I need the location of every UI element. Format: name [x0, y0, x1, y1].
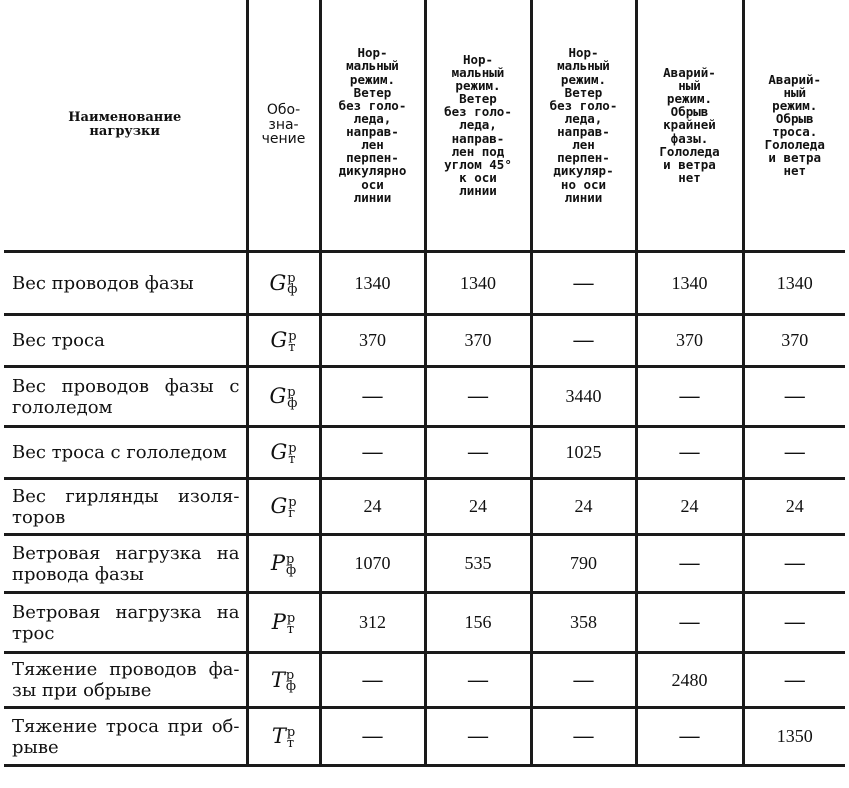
- header-mode-line: крайней: [663, 117, 716, 133]
- header-mode-line: ный: [678, 78, 701, 94]
- load-value: 1340: [743, 252, 845, 315]
- header-mode-line: без голо-: [549, 97, 618, 113]
- symbol-letter: G: [270, 440, 288, 465]
- symbol-superscript: р: [287, 271, 296, 287]
- header-mode-line: без голо-: [338, 97, 407, 113]
- load-value: 370: [743, 315, 845, 367]
- load-symbol: [247, 315, 320, 367]
- symbol-superscript: р: [288, 440, 297, 456]
- header-mode-line: направ-: [451, 130, 505, 146]
- symbol-superscript: р: [285, 668, 295, 684]
- header-mode-line: Нор-: [568, 45, 599, 61]
- load-value: —: [320, 367, 425, 427]
- symbol-subscript: ф: [287, 395, 298, 411]
- load-value: —: [743, 653, 845, 708]
- load-value: —: [425, 367, 531, 427]
- load-symbol: [247, 479, 320, 535]
- load-value: —: [320, 708, 425, 766]
- header-mode-line: мальный: [557, 58, 610, 74]
- load-name: Вес гирлянды изоляторов: [4, 479, 247, 535]
- symbol-letter: G: [270, 494, 288, 519]
- symbol-superscript: р: [287, 384, 296, 400]
- load-value: 24: [425, 479, 531, 535]
- load-value: —: [743, 535, 845, 593]
- header-mode-line: Аварий-: [663, 64, 716, 80]
- symbol-subscript: т: [288, 339, 296, 355]
- header-mode-line: режим.: [455, 78, 501, 94]
- header-symbol-line: зна-: [268, 116, 299, 133]
- load-value: —: [425, 653, 531, 708]
- load-value: 1340: [425, 252, 531, 315]
- load-name: Вес троса с гололедом: [4, 427, 247, 479]
- load-value: —: [531, 708, 636, 766]
- load-value: 358: [531, 593, 636, 653]
- header-name-line: Наименование: [68, 110, 182, 126]
- symbol-letter: T: [271, 724, 286, 749]
- header-mode-line: нет: [783, 163, 807, 179]
- load-name: Вес троса: [4, 315, 247, 367]
- header-mode-1: [320, 0, 425, 252]
- header-mode-line: мальный: [346, 58, 399, 74]
- load-value: —: [636, 708, 743, 766]
- header-mode-line: лен под: [451, 143, 505, 159]
- symbol-letter: T: [270, 667, 285, 692]
- table-row: [4, 252, 845, 315]
- symbol-letter: P: [270, 551, 285, 576]
- load-symbol: [247, 593, 320, 653]
- load-name: Ветровая нагрузка на провода фазы: [4, 535, 247, 593]
- header-mode-line: оси: [361, 176, 384, 192]
- header-mode-line: перпен-: [346, 150, 399, 166]
- symbol-subscript: т: [286, 735, 295, 751]
- table-row: [4, 367, 845, 427]
- load-name: Вес проводов фазы: [4, 252, 247, 315]
- load-value: 370: [636, 315, 743, 367]
- load-value: 1340: [320, 252, 425, 315]
- load-symbol: [247, 427, 320, 479]
- load-value: —: [743, 367, 845, 427]
- load-value: —: [636, 367, 743, 427]
- table-body: [4, 252, 845, 766]
- header-mode-line: лен: [572, 137, 595, 153]
- header-mode-line: нет: [678, 169, 701, 185]
- load-symbol: [247, 653, 320, 708]
- header-mode-line: лен: [361, 137, 384, 153]
- header-mode-line: линии: [459, 183, 497, 199]
- header-mode-line: Ветер: [459, 91, 497, 107]
- load-value: —: [636, 593, 743, 653]
- table-row: [4, 535, 845, 593]
- symbol-subscript: т: [288, 451, 296, 467]
- header-symbol-line: Обо-: [266, 101, 301, 118]
- header-mode-line: режим.: [666, 91, 713, 107]
- header-mode-line: Обрыв: [775, 110, 814, 126]
- table-row: [4, 653, 845, 708]
- load-value: 3440: [531, 367, 636, 427]
- header-mode-line: режим.: [772, 97, 818, 113]
- header-mode-line: перпен-: [557, 150, 610, 166]
- load-value: 1025: [531, 427, 636, 479]
- load-name: Тяжение троса при обрыве: [4, 708, 247, 766]
- header-mode-line: Ветер: [353, 84, 392, 100]
- loads-table: [4, 0, 845, 767]
- header-mode-line: леда,: [459, 117, 497, 133]
- load-value: —: [636, 427, 743, 479]
- header-mode-line: направ-: [557, 124, 610, 139]
- load-symbol: [247, 252, 320, 315]
- symbol-letter: P: [271, 610, 286, 635]
- load-value: —: [531, 653, 636, 708]
- header-mode-line: режим.: [560, 71, 607, 87]
- load-value: 2480: [636, 653, 743, 708]
- header-mode-3: [531, 0, 636, 252]
- load-symbol: [247, 367, 320, 427]
- header-row: [4, 0, 845, 252]
- header-mode-line: Гололеда: [764, 137, 825, 153]
- header-mode-line: Ветер: [564, 84, 603, 100]
- header-symbol: [247, 0, 320, 252]
- load-symbol: [247, 708, 320, 766]
- load-value: 24: [320, 479, 425, 535]
- header-mode-line: без голо-: [444, 104, 512, 120]
- header-mode-line: дикуляр-: [553, 163, 614, 179]
- table-row: [4, 593, 845, 653]
- load-value: —: [425, 708, 531, 766]
- load-symbol: [247, 535, 320, 593]
- header-mode-5: [743, 0, 845, 252]
- header-mode-line: фазы.: [670, 130, 709, 146]
- header-mode-line: ный: [783, 84, 807, 100]
- header-mode-line: мальный: [451, 64, 505, 80]
- header-mode-line: Аварий-: [768, 71, 822, 87]
- symbol-superscript: р: [286, 724, 296, 740]
- load-value: 370: [425, 315, 531, 367]
- table-row: [4, 708, 845, 766]
- load-name: Вес проводов фазы с гололедом: [4, 367, 247, 427]
- header-mode-line: и ветра: [663, 156, 716, 172]
- header-mode-line: Обрыв: [670, 104, 709, 120]
- load-value: 24: [636, 479, 743, 535]
- table-row: [4, 479, 845, 535]
- header-mode-line: направ-: [346, 124, 399, 139]
- load-value: 24: [531, 479, 636, 535]
- header-mode-line: режим.: [349, 71, 396, 87]
- header-mode-line: Гололеда: [659, 143, 720, 159]
- header-name: [4, 0, 247, 252]
- load-value: —: [531, 315, 636, 367]
- header-mode-line: к оси: [459, 169, 497, 185]
- load-value: 1340: [636, 252, 743, 315]
- load-value: —: [743, 427, 845, 479]
- symbol-letter: G: [269, 384, 287, 409]
- load-value: 535: [425, 535, 531, 593]
- symbol-superscript: р: [288, 494, 297, 510]
- symbol-letter: G: [269, 270, 287, 295]
- symbol-subscript: ф: [285, 679, 297, 695]
- table-row: [4, 315, 845, 367]
- header-name-line: нагрузки: [89, 124, 161, 139]
- header-mode-line: Нор-: [462, 51, 494, 67]
- header-mode-line: леда,: [353, 110, 392, 126]
- load-value: 1350: [743, 708, 845, 766]
- load-value: —: [743, 593, 845, 653]
- load-value: —: [320, 653, 425, 708]
- load-value: 1070: [320, 535, 425, 593]
- load-value: —: [636, 535, 743, 593]
- symbol-subscript: т: [286, 621, 295, 637]
- load-name: Тяжение проводов фазы при обрыве: [4, 653, 247, 708]
- table-row: [4, 427, 845, 479]
- symbol-superscript: р: [285, 551, 295, 567]
- symbol-superscript: р: [288, 328, 297, 344]
- symbol-letter: G: [270, 328, 288, 353]
- load-value: —: [531, 252, 636, 315]
- load-value: —: [320, 427, 425, 479]
- load-name: Ветровая нагрузка на трос: [4, 593, 247, 653]
- symbol-superscript: р: [286, 610, 296, 626]
- header-mode-line: Нор-: [357, 45, 388, 61]
- header-mode-line: линии: [564, 189, 603, 205]
- load-value: 156: [425, 593, 531, 653]
- header-mode-line: углом 45°: [444, 156, 512, 172]
- load-value: —: [425, 427, 531, 479]
- header-mode-line: линии: [353, 189, 392, 205]
- header-mode-line: и ветра: [768, 150, 822, 166]
- load-value: 370: [320, 315, 425, 367]
- header-mode-2: [425, 0, 531, 252]
- load-value: 790: [531, 535, 636, 593]
- symbol-subscript: г: [288, 505, 296, 521]
- load-value: 312: [320, 593, 425, 653]
- header-symbol-line: чение: [261, 131, 306, 148]
- header-mode-line: леда,: [564, 110, 603, 126]
- header-mode-line: троса.: [772, 124, 818, 139]
- header-mode-4: [636, 0, 743, 252]
- symbol-subscript: ф: [285, 562, 297, 578]
- header-mode-line: но оси: [560, 176, 607, 192]
- symbol-subscript: ф: [287, 282, 298, 298]
- header-mode-line: дикулярно: [338, 163, 407, 179]
- load-value: 24: [743, 479, 845, 535]
